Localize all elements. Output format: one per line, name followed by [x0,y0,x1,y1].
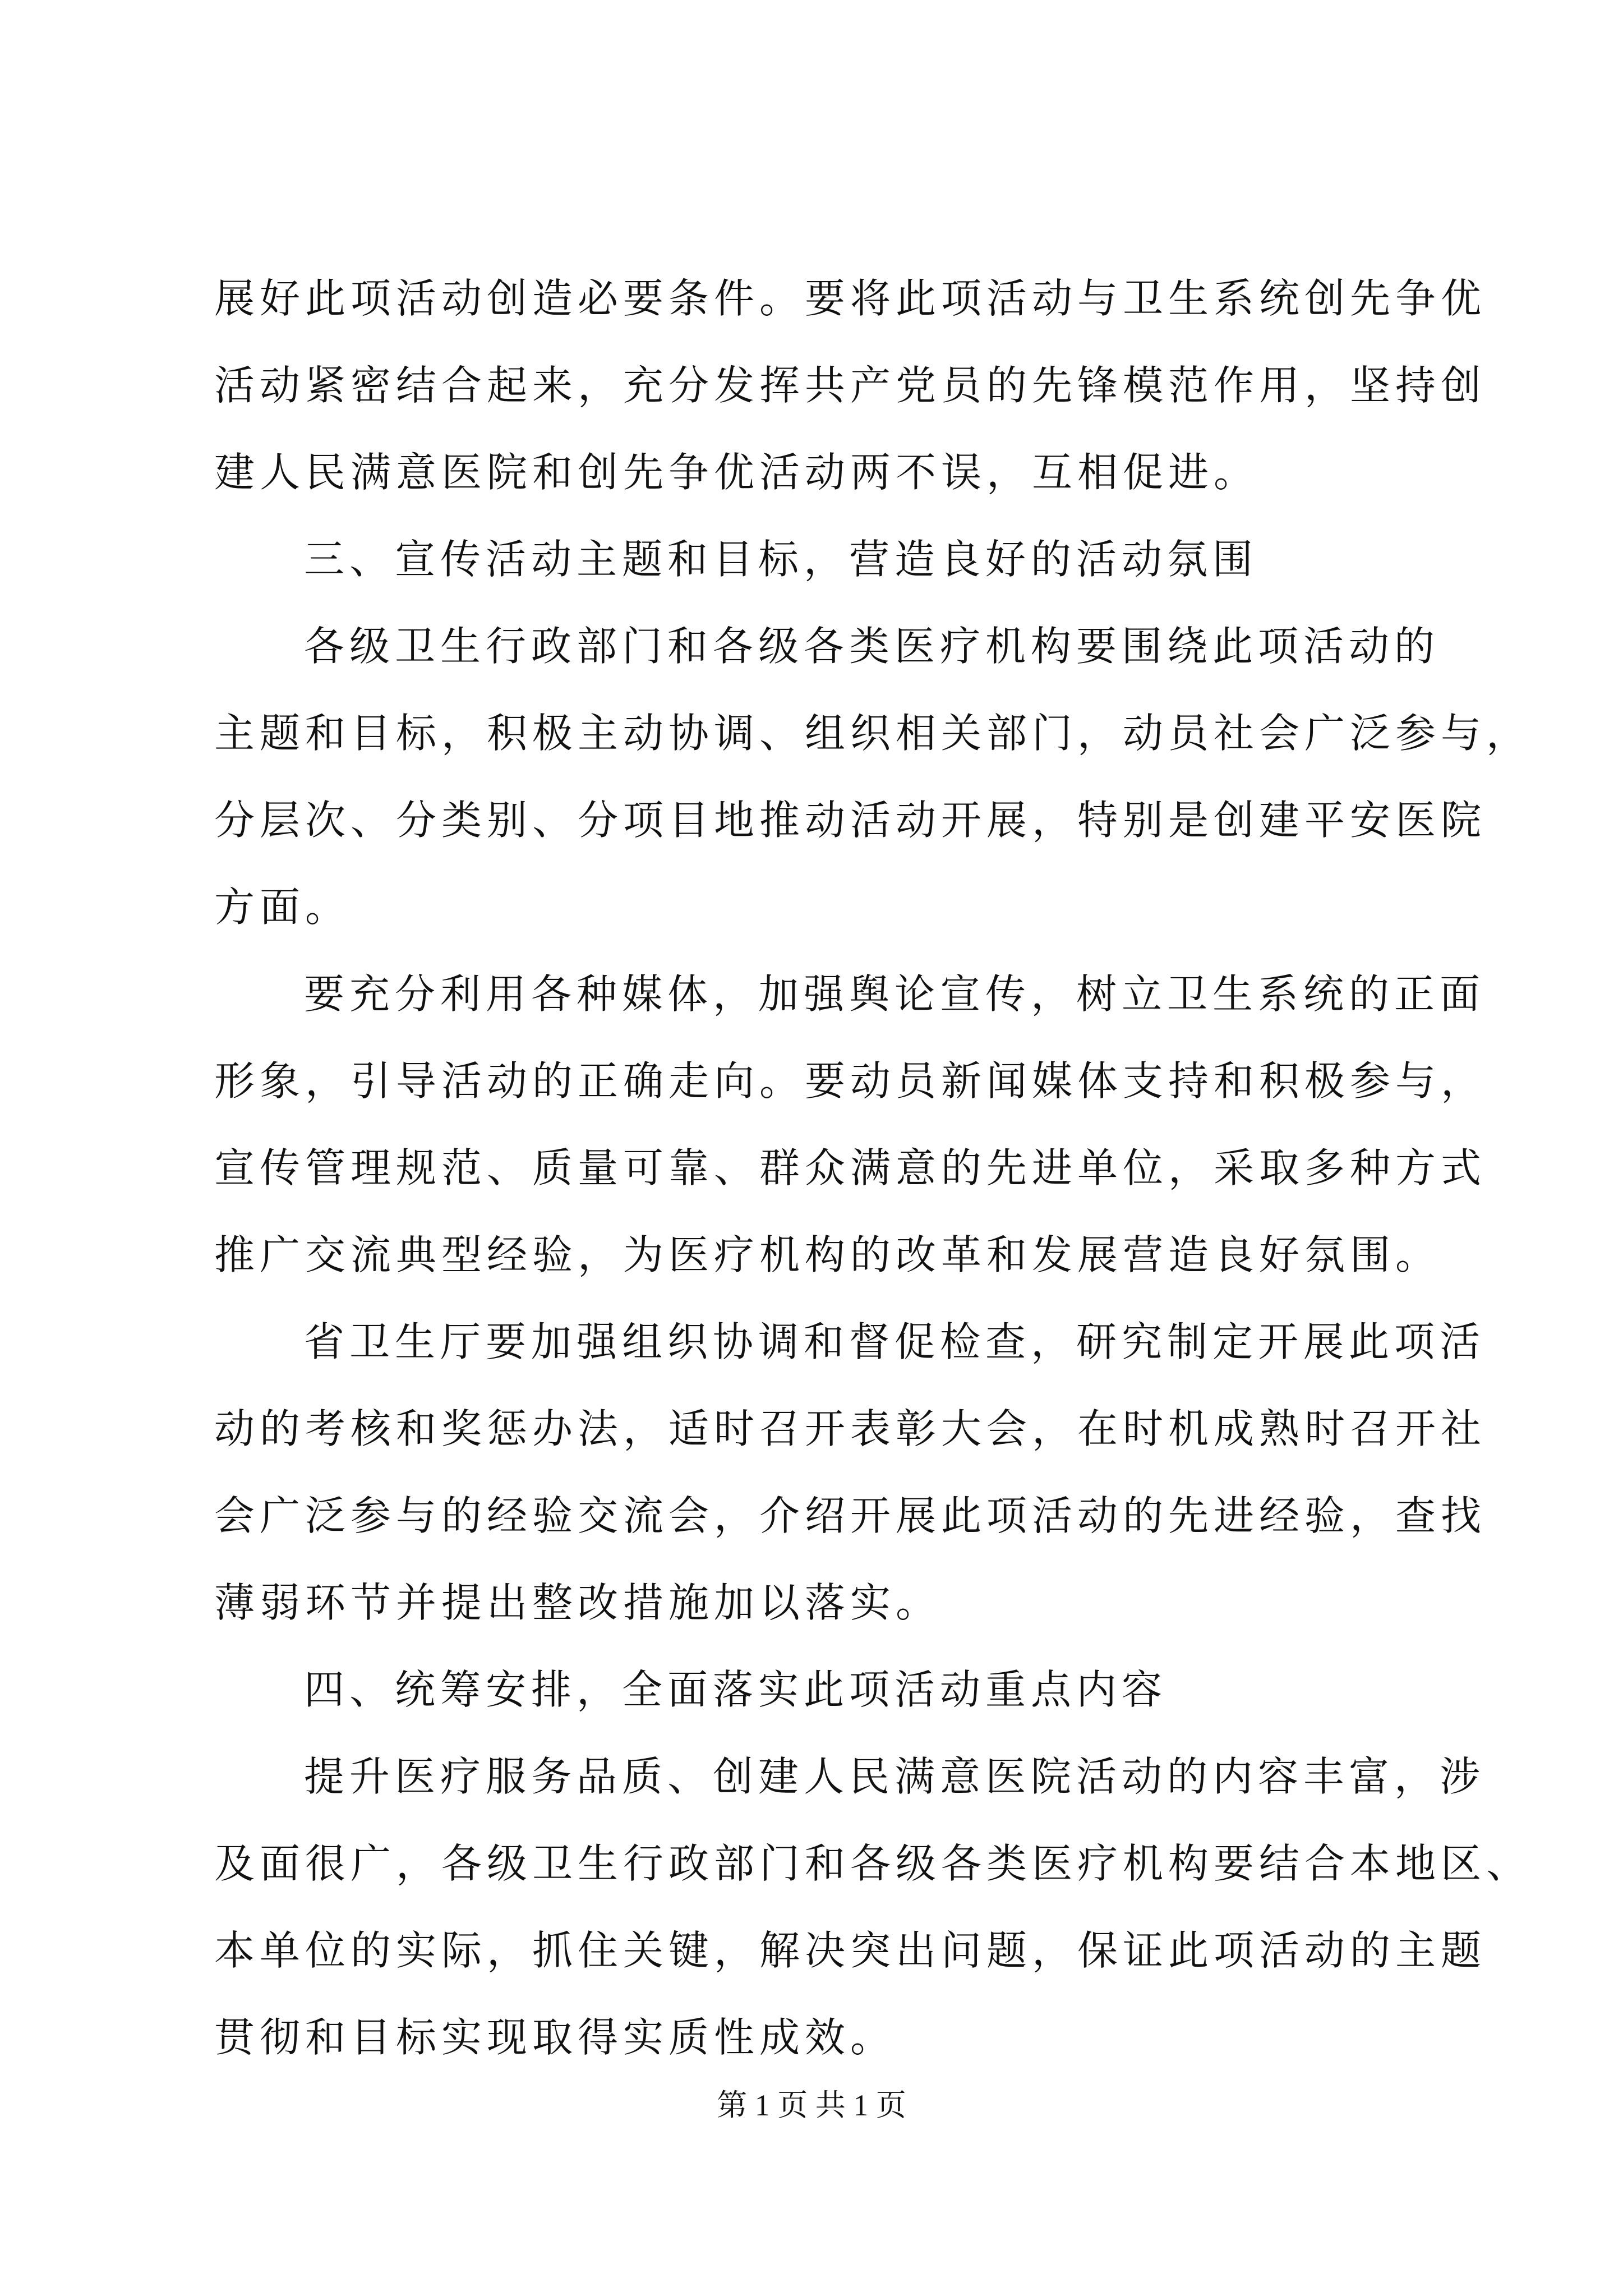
text-line: 主题和目标，积极主动协调、组织相关部门，动员社会广泛参与， [214,710,1532,757]
text-line: 分层次、分类别、分项目地推动活动开展，特别是创建平安医院 [214,797,1487,844]
section-heading: 四、统筹安排，全面落实此项活动重点内容 [304,1666,1168,1713]
text-line: 形象，引导活动的正确走向。要动员新闻媒体支持和积极参与， [214,1057,1487,1105]
section-heading: 三、宣传活动主题和目标，营造良好的活动氛围 [304,536,1258,583]
document-body [214,255,1532,2081]
text-line: 方面。 [214,884,351,931]
text-line: 建人民满意医院和创先争优活动两不误，互相促进。 [214,449,1260,496]
text-line: 展好此项活动创造必要条件。要将此项活动与卫生系统创先争优 [214,275,1487,322]
text-line: 宣传管理规范、质量可靠、群众满意的先进单位，采取多种方式 [214,1144,1487,1191]
page-number-footer: 第 1 页 共 1 页 [717,2088,906,2122]
text-line: 动的考核和奖惩办法，适时召开表彰大会，在时机成熟时召开社 [214,1405,1487,1452]
text-line: 要充分利用各种媒体，加强舆论宣传，树立卫生系统的正面 [304,970,1486,1018]
text-line: 提升医疗服务品质、创建人民满意医院活动的内容丰富，涉 [304,1753,1486,1800]
text-line: 会广泛参与的经验交流会，介绍开展此项活动的先进经验，查找 [214,1492,1487,1539]
text-line: 活动紧密结合起来，充分发挥共产党员的先锋模范作用，坚持创 [214,362,1487,409]
text-line: 各级卫生行政部门和各级各类医疗机构要围绕此项活动的 [304,623,1440,670]
text-line: 省卫生厅要加强组织协调和督促检查，研究制定开展此项活 [304,1318,1486,1365]
text-line: 贯彻和目标实现取得实质性成效。 [214,2014,896,2061]
text-line: 推广交流典型经验，为医疗机构的改革和发展营造良好氛围。 [214,1231,1441,1278]
text-line: 本单位的实际，抓住关键，解决突出问题，保证此项活动的主题 [214,1927,1487,1974]
text-line: 薄弱环节并提出整改措施加以落实。 [214,1579,942,1626]
text-line: 及面很广，各级卫生行政部门和各级各类医疗机构要结合本地区、 [214,1840,1532,1887]
